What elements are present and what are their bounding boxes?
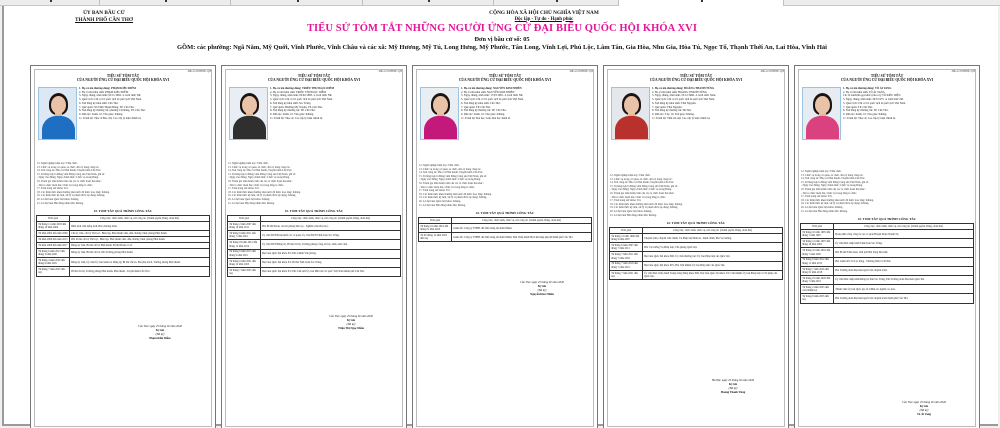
candidate-photo bbox=[802, 87, 841, 140]
tab-icon bbox=[428, 0, 430, 2]
row-job: Đại biểu Quốc hội khóa XV, Phó Chánh Văn phòng. bbox=[261, 249, 401, 258]
row-job: Đại biểu Quốc hội khóa XV, Bí thư Tỉnh đoàn Sóc Trăng. bbox=[261, 258, 401, 267]
info-line: 2. Họ và tên khai sinh: NGUYỄN KIM NHIÊN bbox=[461, 90, 515, 94]
signature-block bbox=[306, 315, 396, 331]
candidate-card bbox=[603, 65, 789, 428]
col-job: Công việc, chức danh, chức vụ, nơi công tác (Chính quyền, Đảng, đoàn thể) bbox=[452, 218, 592, 224]
detail-line: - Ngày vào Đảng; Ngày chính thức; Chức vụ trong Đảng. bbox=[37, 176, 99, 180]
row-time: Từ tháng 03 năm 2012 đến tháng 12 năm 2014 bbox=[228, 240, 261, 249]
work-history-title: 22. TÓM TẮT QUÁ TRÌNH CÔNG TÁC bbox=[857, 217, 917, 222]
col-time: Thời gian bbox=[419, 218, 452, 224]
row-time: Từ tháng 9 năm 2007 đến tháng 7 năm 2011 bbox=[610, 243, 643, 252]
row-time: Từ tháng 6 năm 2015 đến tháng 9 năm 2021 bbox=[228, 249, 261, 258]
info-line: 8. Nơi đăng ký thường trú: phường Cái Răng, TP. Cần Thơ. bbox=[79, 109, 146, 113]
detail-line: 14. Nơi công tác: Báo và Phát thanh, Truyền hình Cần Thơ. bbox=[228, 169, 293, 173]
detail-line: 14. Nơi công tác: Báo và Phát thanh, Truyền hình Cần Thơ. bbox=[37, 169, 102, 173]
table-row bbox=[610, 243, 783, 252]
row-time: Từ tháng 7 năm 2016 đến tháng 7 năm 2021 bbox=[610, 261, 643, 270]
table-row bbox=[610, 261, 783, 270]
row-time: Từ tháng 10 năm 2020 đến tháng 7 năm 2021 bbox=[801, 276, 834, 285]
signed-label: Ký tên bbox=[728, 381, 738, 386]
candidate-basic-info bbox=[461, 87, 593, 120]
detail-line: 13. Chức vụ trong cơ quan, tổ chức, đơn vị đang công tác. bbox=[228, 165, 291, 169]
detail-line: 16. Tham gia làm thành viên của các tổ chức đoàn thể khác: bbox=[801, 187, 866, 191]
document-title: TIỂU SỬ TÓM TẮT NHỮNG NGƯỜI ỨNG CỬ ĐẠI BIỂU QUỐC HỘI KHÓA XVI bbox=[306, 23, 698, 34]
card-title-line-1: TIỂU SỬ TÓM TẮT bbox=[297, 74, 331, 78]
info-line: 7. Quê quán: Phường Mỹ Xuyên, TP. Cần Thơ. bbox=[270, 105, 323, 109]
card-title bbox=[222, 74, 406, 83]
detail-line: 19. Các hình thức kỷ luật, xử lý vi phạm đã bị áp dụng: Không. bbox=[228, 194, 297, 198]
work-history-title: 22. TÓM TẮT QUÁ TRÌNH CÔNG TÁC bbox=[93, 209, 153, 214]
table-row bbox=[419, 233, 592, 242]
card-title bbox=[604, 74, 788, 83]
work-history-title: 22. TÓM TẮT QUÁ TRÌNH CÔNG TÁC bbox=[475, 211, 535, 216]
candidate-details bbox=[801, 170, 974, 213]
detail-line: 13. Chức vụ trong cơ quan, tổ chức, đơn vị đang công tác. bbox=[801, 173, 864, 177]
photo-clothing bbox=[233, 116, 266, 140]
detail-line: 15. Trường hợp là Đảng viên Đảng Cộng sản Việt Nam, ghi rõ: bbox=[610, 184, 678, 188]
row-job: Giám đốc Công ty TNHH chế biến nông sản Kim Nhiên. bbox=[452, 224, 592, 233]
detail-line: 18. Các hình thức khen thưởng nhà nước đã được trao tặng: Không. bbox=[610, 202, 683, 206]
row-time: Từ tháng 2 năm 2025 đến cuối nhiệm kỳ bbox=[801, 285, 834, 294]
electoral-area-list: GỒM: các phường: Ngã Năm, Mỹ Quới, Vĩnh Phước, Vĩnh Châu và các xã: Mỹ Hương, Mỹ Tú, Long Hưng, Mỹ Phước, Tân Long, Vĩnh Lợi, Phú Lộc, Lâm Tân, Gia Hòa, Nhu Gia, Hòa Tú, Ngọc Tố, Thạnh Thới An, Lai Hòa, Vĩnh Hải bbox=[177, 44, 827, 51]
work-history-table bbox=[800, 223, 974, 303]
row-job: Biên dịch viên tiếng Anh, Ban chương trình. bbox=[70, 222, 210, 231]
row-job: Đại biểu Quốc hội khóa XV, Phó Chủ tịch Ủy ban Mặt trận Tổ quốc Việt Nam thành phố Cần Thơ. bbox=[261, 268, 401, 277]
row-time: Từ năm 2009 đến năm 2015 bbox=[37, 237, 70, 243]
info-line: 3. Ngày, tháng, năm sinh: 02/11/1982. 4. Giới tính: Nữ. bbox=[79, 94, 141, 98]
detail-line: 13. Chức vụ trong cơ quan, tổ chức, đơn vị đang công tác. bbox=[610, 177, 673, 181]
place-date: Cần Thơ, ngày 25 tháng 02 năm 2026 bbox=[138, 324, 182, 328]
row-job: Đảng ủy viên, Bí thư chi bộ Phát thanh, Bí thư Đoàn cơ sở. bbox=[70, 243, 210, 249]
candidate-basic-info bbox=[270, 87, 402, 120]
detail-line: 16. Tham gia làm thành viên của các tổ chức đoàn thể khác: bbox=[228, 179, 293, 183]
row-time: Từ tháng 9 năm 2011 đến tháng 7 năm 2012 bbox=[228, 231, 261, 240]
info-line: 7. Quê quán: TP. Cần Thơ. bbox=[843, 105, 873, 109]
card-title-line-1: TIỂU SỬ TÓM TẮT bbox=[488, 74, 522, 78]
row-job: Phó Giám đốc Sở Lao động - Thương binh và Xã hội. bbox=[834, 257, 974, 266]
table-row bbox=[610, 234, 783, 243]
info-line: 6. Nơi đăng ký khai sinh: Thái Nguyên. bbox=[652, 101, 697, 105]
info-line: 11. Trình độ: Tiến sĩ Luật; Cao cấp lý luận chính trị. bbox=[652, 116, 711, 120]
row-job: Đoàn phân công công tác tại cơ quan Huyện Đoàn Thạnh Trị. bbox=[834, 230, 974, 239]
row-job: Chi ủy viên, chi bộ Thời sự - Biên tập, Phát thanh viên, dẫn chương trình, phòng Phát thanh. bbox=[70, 231, 210, 237]
signature-block bbox=[688, 379, 778, 395]
detail-line: 13. Chức vụ trong cơ quan, tổ chức, đơn vị đang công tác. bbox=[37, 165, 100, 169]
photo-face bbox=[433, 96, 448, 114]
row-time: Từ tháng 11 năm 2003 đến tháng 10 năm 2004 bbox=[37, 222, 70, 231]
work-history-table bbox=[227, 215, 401, 277]
detail-line: 17. Tình trạng sức khỏe: Tốt. bbox=[228, 187, 260, 191]
row-job: Ủy viên Ban chấp hành Tỉnh đoàn Sóc Trăng. bbox=[834, 239, 974, 248]
info-line: 9. Dân tộc: Kinh. 10. Tôn giáo: Không. bbox=[461, 112, 505, 116]
row-job: Phó Vụ trưởng Vụ Pháp luật, Văn phòng Quốc hội. bbox=[643, 243, 783, 252]
signer-name: Triệu Thị Ngọc Diễm bbox=[338, 325, 364, 330]
table-row bbox=[37, 267, 210, 276]
row-time: Từ 02 tháng 12 năm 2025 đến nay bbox=[419, 233, 452, 242]
row-job: Phó Trưởng đoàn Đại biểu Quốc hội chuyên trách. bbox=[834, 266, 974, 275]
info-line: 1. Họ và tên thường dùng: TRIỆU THỊ NGỌC DIỄM bbox=[270, 87, 335, 90]
table-row bbox=[419, 224, 592, 233]
info-line: 7. Quê quán: Thái Nguyên. bbox=[652, 105, 683, 109]
row-job: Giám đốc Công ty TNHH chế biến nông sản Kim Nhiên; Ban Chấp hành Hội Liên hiệp phụ nữ thành phố Cần Thơ. bbox=[452, 233, 592, 242]
detail-line: - Tên tổ chức đoàn thể; Chức vụ trong từng tổ chức. bbox=[801, 191, 857, 195]
tab-icon bbox=[50, 0, 52, 2]
info-line: 8. Nơi đăng ký thường trú: TP. Cần Thơ. bbox=[843, 109, 889, 113]
signer-name: Nguyễn Kim Nhiên bbox=[530, 291, 554, 296]
detail-line: - Tên tổ chức đoàn thể; Chức vụ trong từng tổ chức. bbox=[37, 183, 93, 187]
card-title-line-2: CỦA NGƯỜI ỨNG CỬ ĐẠI BIỂU QUỐC HỘI KHÓA XVI bbox=[458, 78, 552, 83]
info-line: 8. Nơi đăng ký thường trú: TP. Cần Thơ. bbox=[270, 109, 316, 113]
row-job: Thành viên Ủy ban Quốc gia về Chăm sóc người cao tuổi. bbox=[834, 285, 974, 294]
row-time: Từ tháng 9 năm 2021 đến tháng 12 năm 2025 bbox=[228, 258, 261, 267]
col-job: Công việc, chức danh, chức vụ, nơi công tác (Chính quyền, Đảng, đoàn thể) bbox=[643, 228, 783, 234]
photo-clothing bbox=[424, 116, 457, 140]
detail-line: - Ngày vào Đảng; Ngày chính thức; Chức vụ trong Đảng. bbox=[228, 176, 290, 180]
detail-line: 20. Là đại biểu Quốc hội khóa: Không. bbox=[228, 197, 271, 201]
detail-line: 15. Trường hợp là Đảng viên Đảng Cộng sản Việt Nam, ghi rõ: bbox=[228, 172, 296, 176]
signature-block bbox=[115, 325, 205, 341]
detail-line: 18. Các hình thức khen thưởng nhà nước đã được trao tặng: Không. bbox=[37, 190, 110, 194]
info-line: 1. Họ và tên thường dùng: HOÀNG THANH TÙNG bbox=[652, 87, 715, 90]
issuing-authority bbox=[44, 10, 164, 23]
detail-line: 19. Các hình thức kỷ luật, xử lý vi phạm đã bị áp dụng: Không. bbox=[419, 196, 488, 200]
work-history-table bbox=[609, 227, 783, 280]
row-job: Ủy viên Ban Chấp hành Trung ương Đảng khóa XIII, Đại biểu Quốc hội khóa XV, Chủ nhiệm Ủy ban Pháp luật và Tư pháp của Quốc hội. bbox=[643, 270, 783, 279]
signed-note: (Đã ký) bbox=[919, 407, 929, 412]
detail-line: 12. Nghề nghiệp hiện nay: Viên chức. bbox=[801, 170, 842, 173]
detail-line: 16. Tham gia làm thành viên của các tổ chức đoàn thể khác: bbox=[610, 191, 675, 195]
row-time: Từ tháng 01 năm 2019 đến tháng 01 năm 2025 bbox=[419, 224, 452, 233]
table-row bbox=[610, 270, 783, 279]
signature-block bbox=[497, 281, 587, 297]
row-job: Phó Trưởng đoàn Đại biểu Quốc hội chuyên trách thành phố Cần Thơ. bbox=[834, 294, 974, 303]
tab-icon bbox=[165, 0, 167, 2]
row-job: Phó Bí thư Đoàn, cán bộ phòng Đào tạo - Nghiên cứu khoa học. bbox=[261, 222, 401, 231]
info-line: 9. Dân tộc: Kinh. 10. Tôn giáo: Không. bbox=[843, 112, 887, 116]
detail-line: 14. Nơi công tác: Báo và Phát thanh, Truyền hình Cần Thơ. bbox=[801, 177, 866, 181]
info-line: 9. Dân tộc: Kinh. 10. Tôn giáo: Không. bbox=[79, 112, 123, 116]
info-line: 7. Quê quán: Xã Vĩnh Thuận Đông, TP. Cần Thơ. bbox=[79, 105, 135, 109]
place-date: Cần Thơ, ngày 25 tháng 02 năm 2026 bbox=[329, 314, 373, 318]
col-time: Thời gian bbox=[228, 216, 261, 222]
card-title bbox=[795, 74, 979, 83]
card-title-line-2: CỦA NGƯỜI ỨNG CỬ ĐẠI BIỂU QUỐC HỘI KHÓA XVI bbox=[76, 78, 170, 83]
electoral-unit: Đơn vị bầu cử số: 05 bbox=[474, 36, 530, 43]
table-row bbox=[801, 276, 974, 285]
info-line: 2. Họ và tên khai sinh: PHẠM KIỀU DIỄM bbox=[79, 90, 129, 94]
card-title-line-1: TIỂU SỬ TÓM TẮT bbox=[870, 74, 904, 78]
row-job: Đảng ủy viên, Bí thư chi bộ, Phó Trưởng phòng Phát thanh. bbox=[70, 248, 210, 257]
col-job: Công việc, chức danh, chức vụ, nơi công tác (Chính quyền, Đảng, đoàn thể) bbox=[70, 216, 210, 222]
row-job: Ủy viên BCH Đoàn khối các cơ quan, Ủy viên BCH Tỉnh đoàn Sóc Trăng. bbox=[261, 231, 401, 240]
table-row bbox=[801, 239, 974, 248]
row-time: Từ năm 2009 đến năm 2017 bbox=[37, 243, 70, 249]
detail-line: 17. Tình trạng sức khỏe: Tốt. bbox=[37, 187, 69, 191]
table-row bbox=[37, 222, 210, 231]
info-line: 11. Trình độ: Thạc sĩ Báo chí; Cao cấp lý luận chính trị. bbox=[79, 116, 142, 120]
info-line: 6. Nơi đăng ký khai sinh: Cần Thơ. bbox=[461, 101, 501, 105]
detail-line: 21. Là đại biểu Hội đồng nhân dân: Không. bbox=[228, 201, 275, 205]
detail-line: 20. Là đại biểu Quốc hội khóa: Không. bbox=[610, 209, 653, 213]
signed-label: Ký tên bbox=[346, 317, 356, 322]
candidate-basic-info bbox=[843, 87, 975, 120]
photo-face bbox=[624, 96, 639, 114]
tab-icon bbox=[701, 0, 703, 2]
detail-line: 12. Nghề nghiệp hiện nay: Viên chức. bbox=[228, 162, 269, 165]
detail-line: 14. Nơi công tác: Báo và Phát thanh, Truyền hình Cần Thơ. bbox=[610, 181, 675, 185]
photo-face bbox=[51, 96, 66, 114]
detail-line: 17. Tình trạng sức khỏe: Tốt. bbox=[801, 195, 833, 199]
table-row bbox=[801, 285, 974, 294]
col-job: Công việc, chức danh, chức vụ, nơi công tác (Chính quyền, Đảng, đoàn thể) bbox=[261, 216, 401, 222]
info-line: 5. Quốc tịch: Chỉ có 01 quốc tịch là quốc tịch Việt Nam bbox=[843, 101, 906, 105]
place-date: Cần Thơ, ngày 25 tháng 02 năm 2026 bbox=[902, 400, 946, 404]
card-title-line-2: CỦA NGƯỜI ỨNG CỬ ĐẠI BIỂU QUỐC HỘI KHÓA XVI bbox=[267, 78, 361, 83]
detail-line: 17. Tình trạng sức khỏe: Tốt. bbox=[610, 199, 642, 203]
info-line: 7. Quê quán: TP. Cần Thơ. bbox=[461, 105, 491, 109]
col-job: Công việc, chức danh, chức vụ, nơi công tác (Chính quyền, Đảng, đoàn thể) bbox=[834, 224, 974, 230]
row-job: Đại biểu Quốc hội khóa XIV, Phó Chủ nhiệm Ủy ban Pháp luật của Quốc hội. bbox=[643, 261, 783, 270]
signer-name: Phạm Kiều Diễm bbox=[149, 335, 171, 340]
row-time: Từ tháng 10 năm 2002 đến tháng 7 năm 2005 bbox=[801, 248, 834, 257]
form-number: Mẫu số 03/HĐBC-QH bbox=[760, 70, 784, 73]
table-row bbox=[801, 248, 974, 257]
photo-face bbox=[815, 96, 830, 114]
candidate-basic-info bbox=[652, 87, 784, 120]
row-job: Chuyên viên, chuyên viên chính, Vụ Pháp luật hình sự - hành chính, Phó Vụ trưởng. bbox=[643, 234, 783, 243]
tab-icon bbox=[297, 0, 299, 2]
table-row bbox=[37, 258, 210, 267]
info-line: 1. Họ và tên thường dùng: PHẠM KIỀU DIỄM bbox=[79, 87, 136, 90]
detail-line: 15. Trường hợp là Đảng viên Đảng Cộng sản Việt Nam, ghi rõ: bbox=[37, 172, 105, 176]
signer-name: Hoàng Thanh Tùng bbox=[720, 389, 746, 394]
signed-note: (Đã ký) bbox=[155, 331, 165, 336]
photo-clothing bbox=[806, 116, 839, 140]
info-line: 3. Ngày, tháng, năm sinh: 29/3/1975. 4. Giới tính: Nữ. bbox=[843, 98, 904, 102]
card-title bbox=[413, 74, 597, 83]
form-number: Mẫu số 03/HĐBC-QH bbox=[951, 70, 975, 73]
country-name: CỘNG HÒA XÃ HỘI CHỦ NGHĨA VIỆT NAM bbox=[489, 10, 599, 16]
national-motto bbox=[434, 10, 654, 23]
detail-line: - Ngày vào Đảng; Ngày chính thức; Chức vụ trong Đảng. bbox=[419, 178, 481, 182]
info-line: 11. Trình độ: Thạc sĩ; Cao cấp lý luận chính trị. bbox=[843, 116, 896, 120]
detail-line: 19. Các hình thức kỷ luật, xử lý vi phạm đã bị áp dụng: Không. bbox=[610, 206, 679, 210]
detail-line: 12. Nghề nghiệp hiện nay: Viên chức. bbox=[419, 164, 460, 167]
detail-line: 20. Là đại biểu Quốc hội khóa: Không. bbox=[37, 197, 80, 201]
info-line: 6. Nơi đăng ký khai sinh: Sóc Trăng. bbox=[270, 101, 312, 105]
signer-name: Tô Ái Vang bbox=[917, 411, 931, 416]
detail-line: 18. Các hình thức khen thưởng nhà nước đã được trao tặng: Không. bbox=[801, 198, 874, 202]
detail-line: 13. Chức vụ trong cơ quan, tổ chức, đơn vị đang công tác. bbox=[419, 167, 482, 171]
detail-line: 21. Là đại biểu Hội đồng nhân dân: Không. bbox=[610, 213, 657, 217]
detail-line: - Ngày vào Đảng; Ngày chính thức; Chức vụ trong Đảng. bbox=[610, 188, 672, 192]
work-history-title: 22. TÓM TẮT QUÁ TRÌNH CÔNG TÁC bbox=[284, 209, 344, 214]
table-row bbox=[228, 249, 401, 258]
info-line: 9. Dân tộc: Tày. 10. Tôn giáo: Không. bbox=[652, 112, 695, 116]
card-title-line-1: TIỂU SỬ TÓM TẮT bbox=[679, 74, 713, 78]
motto: Độc lập - Tự do - Hạnh phúc bbox=[514, 16, 574, 22]
candidate-details bbox=[419, 164, 592, 207]
row-time: Từ tháng 10 năm 1995 đến tháng 7 năm 1997 bbox=[801, 230, 834, 239]
candidate-photo bbox=[38, 87, 77, 140]
row-time: Từ tháng 8 năm 2012 đến tháng 11 năm 2015 bbox=[801, 257, 834, 266]
table-row bbox=[228, 222, 401, 231]
detail-line: - Tên tổ chức đoàn thể; Chức vụ trong từng tổ chức. bbox=[228, 183, 284, 187]
card-title bbox=[31, 74, 215, 83]
detail-line: - Tên tổ chức đoàn thể; Chức vụ trong từng tổ chức. bbox=[610, 195, 666, 199]
row-time: Từ tháng 6 năm 2013 đến tháng 3 năm 2020 bbox=[37, 248, 70, 257]
info-line: 3. Ngày, tháng, năm sinh: 02/02/1983. 4. Giới tính: Nữ. bbox=[270, 94, 333, 98]
info-line: 3. Ngày, tháng, năm sinh: 25/12/1966. 4. Giới tính: Nam. bbox=[652, 94, 716, 98]
authority-line-2: THÀNH PHỐ CẦN THƠ bbox=[74, 16, 134, 23]
row-time: Từ tháng 7 năm 2021 đến nay bbox=[610, 270, 643, 279]
signed-label: Ký tên bbox=[919, 403, 929, 408]
row-time: Từ tháng 2 năm 2007 đến tháng 10 năm 2011 bbox=[228, 222, 261, 231]
info-line: 2. Họ và tên khai sinh: HOÀNG THANH TÙNG bbox=[652, 90, 707, 94]
candidate-details bbox=[610, 174, 783, 217]
place-date: Cần Thơ, ngày 25 tháng 02 năm 2026 bbox=[520, 280, 564, 284]
table-row bbox=[801, 257, 974, 266]
signed-label: Ký tên bbox=[155, 327, 165, 332]
info-line: 5. Quốc tịch: Chỉ có 01 quốc tịch là quốc tịch Việt Nam bbox=[79, 98, 142, 102]
detail-line: 18. Các hình thức khen thưởng nhà nước đã được trao tặng: Không. bbox=[228, 190, 301, 194]
info-line: Các bí danh/tên gọi khác (nếu có): TÔ KIỀU DIỆU bbox=[843, 94, 901, 98]
candidate-card bbox=[221, 65, 407, 428]
row-job: Ủy viên Ban chấp hành Đảng bộ tỉnh Sóc Trăng, Phó Trưởng đoàn Đại biểu Quốc hội. bbox=[834, 276, 974, 285]
card-title-line-2: CỦA NGƯỜI ỨNG CỬ ĐẠI BIỂU QUỐC HỘI KHÓA XVI bbox=[840, 78, 934, 83]
candidate-card bbox=[412, 65, 598, 428]
row-time: Từ tháng 7 năm 2025 đến nay bbox=[228, 268, 261, 277]
detail-line: 21. Là đại biểu Hội đồng nhân dân: Không. bbox=[801, 209, 848, 213]
detail-line: 16. Tham gia làm thành viên của các tổ chức đoàn thể khác: bbox=[419, 181, 484, 185]
detail-line: 17. Tình trạng sức khỏe: Tốt. bbox=[419, 189, 451, 193]
info-line: 2. Họ và tên khai sinh: TÔ ÁI VANG bbox=[843, 90, 885, 94]
detail-line: 12. Nghề nghiệp hiện nay: Viên chức. bbox=[37, 162, 78, 165]
info-line: 11. Trình độ: Thạc sĩ; Cao cấp lý luận chính trị. bbox=[270, 116, 323, 120]
detail-line: 12. Nghề nghiệp hiện nay: Viên chức. bbox=[610, 174, 651, 177]
row-job: Đảng ủy viên, Ủy viên Ủy ban kiểm tra Đảng ủy, Bí thư chi bộ, Phó phụ trách, Trưởng phòng Phát thanh. bbox=[70, 258, 210, 267]
tab-icon bbox=[556, 0, 558, 2]
row-job: Bí thư chi bộ, Trưởng phòng Phát thanh, Phát thanh - Truyền hình Cần Thơ. bbox=[70, 267, 210, 276]
table-row bbox=[37, 248, 210, 257]
signed-note: (Đã ký) bbox=[346, 321, 356, 326]
signature-block bbox=[879, 401, 969, 417]
candidate-photo bbox=[229, 87, 268, 140]
table-row bbox=[228, 240, 401, 249]
table-row bbox=[228, 268, 401, 277]
col-time: Thời gian bbox=[610, 228, 643, 234]
work-history-table bbox=[36, 215, 210, 276]
row-job: Ủy viên BCH Đảng bộ, Bí thư chi bộ, Trưởng phòng Công tác học sinh, sinh viên. bbox=[261, 240, 401, 249]
signed-label: Ký tên bbox=[537, 283, 547, 288]
table-row bbox=[228, 258, 401, 267]
detail-line: 20. Là đại biểu Quốc hội khóa: Không. bbox=[801, 205, 844, 209]
row-job: Phó Bí thư Tỉnh đoàn, Chủ tịch Hội đồng Đội tỉnh. bbox=[834, 248, 974, 257]
form-number: Mẫu số 03/HĐBC-QH bbox=[569, 70, 593, 73]
table-row bbox=[610, 252, 783, 261]
authority-line-1: ỦY BAN BẦU CỬ bbox=[83, 10, 125, 16]
row-time: Từ tháng 7 năm 2025 đến nay bbox=[37, 267, 70, 276]
work-history-title: 22. TÓM TẮT QUÁ TRÌNH CÔNG TÁC bbox=[666, 221, 726, 226]
form-number: Mẫu số 03/HĐBC-QH bbox=[187, 70, 211, 73]
col-time: Thời gian bbox=[801, 224, 834, 230]
info-line: 3. Ngày, tháng, năm sinh: 17/03/1981. 4. Giới tính: Nữ. bbox=[461, 94, 524, 98]
detail-line: 20. Là đại biểu Quốc hội khóa: Không. bbox=[419, 199, 462, 203]
col-time: Thời gian bbox=[37, 216, 70, 222]
candidate-photo bbox=[611, 87, 650, 140]
row-time: Từ tháng 7 năm 2016 đến tháng 01 năm 2018 bbox=[801, 266, 834, 275]
detail-line: 18. Các hình thức khen thưởng nhà nước đã được trao tặng: Không. bbox=[419, 192, 492, 196]
table-row bbox=[801, 294, 974, 303]
detail-line: 16. Tham gia làm thành viên của các tổ chức đoàn thể khác: bbox=[37, 179, 102, 183]
row-time: Từ tháng 4 năm 2020 đến tháng 6 năm 2025 bbox=[37, 258, 70, 267]
detail-line: 19. Các hình thức kỷ luật, xử lý vi phạm đã bị áp dụng: Không. bbox=[37, 194, 106, 198]
row-job: Phó bí thư chi bộ Thời sự - Biên tập, Phát thanh viên, dẫn chương trình, phòng Phát thanh. bbox=[70, 237, 210, 243]
table-row bbox=[228, 231, 401, 240]
photo-clothing bbox=[42, 116, 75, 140]
signed-note: (Đã ký) bbox=[728, 385, 738, 390]
row-time: Từ năm 2004 đến năm 2009 bbox=[37, 231, 70, 237]
row-time: Từ tháng 6 năm 2025 đến nay bbox=[801, 294, 834, 303]
info-line: 8. Nơi đăng ký thường trú: Hà Nội. bbox=[652, 109, 692, 113]
table-row bbox=[801, 266, 974, 275]
document-page bbox=[2, 6, 998, 426]
row-time: Từ tháng 12 năm 1997 đến tháng 10 năm 2002 bbox=[801, 239, 834, 248]
table-row bbox=[801, 230, 974, 239]
detail-line: - Tên tổ chức đoàn thể; Chức vụ trong từng tổ chức. bbox=[419, 185, 475, 189]
info-line: 6. Nơi đăng ký khai sinh: Cần Thơ. bbox=[79, 101, 119, 105]
info-line: 5. Quốc tịch: Chỉ có 01 quốc tịch là quốc tịch Việt Nam bbox=[270, 98, 333, 102]
card-title-line-1: TIỂU SỬ TÓM TẮT bbox=[106, 74, 140, 78]
row-job: Đại biểu Quốc hội khóa XIII, Ủy viên thường trực Ủy ban Pháp luật của Quốc hội. bbox=[643, 252, 783, 261]
form-number: Mẫu số 03/HĐBC-QH bbox=[378, 70, 402, 73]
card-title-line-2: CỦA NGƯỜI ỨNG CỬ ĐẠI BIỂU QUỐC HỘI KHÓA XVI bbox=[649, 78, 743, 83]
detail-line: 21. Là đại biểu Hội đồng nhân dân: Không. bbox=[37, 201, 84, 205]
photo-face bbox=[242, 96, 257, 114]
info-line: 5. Quốc tịch: Chỉ có 01 quốc tịch là quốc tịch Việt Nam bbox=[461, 98, 524, 102]
info-line: 5. Quốc tịch: Chỉ có 01 quốc tịch là quốc tịch Việt Nam bbox=[652, 98, 715, 102]
row-time: Từ tháng 7 năm 2011 đến tháng 7 năm 2016 bbox=[610, 252, 643, 261]
place-date: Hà Nội, ngày 25 tháng 02 năm 2026 bbox=[711, 378, 755, 382]
info-line: 1. Họ và tên thường dùng: TÔ ÁI VANG bbox=[843, 87, 892, 90]
candidate-photo bbox=[420, 87, 459, 140]
signed-note: (Đã ký) bbox=[537, 287, 547, 292]
row-time: Từ tháng 12 năm 1990 đến tháng 9 năm 2007 bbox=[610, 234, 643, 243]
candidate-card bbox=[30, 65, 216, 428]
work-history-table bbox=[418, 217, 592, 242]
candidate-basic-info bbox=[79, 87, 211, 120]
info-line: 2. Họ và tên khai sinh: TRIỆU THỊ NGỌC DIỄM bbox=[270, 90, 326, 94]
photo-clothing bbox=[615, 116, 648, 140]
detail-line: 19. Các hình thức kỷ luật, xử lý vi phạm đã bị áp dụng: Không. bbox=[801, 202, 870, 206]
info-line: 9. Dân tộc: Kinh. 10. Tôn giáo: Không. bbox=[270, 112, 314, 116]
detail-line: 14. Nơi công tác: Báo và Phát thanh, Truyền hình Cần Thơ. bbox=[419, 171, 484, 175]
candidate-card bbox=[794, 65, 980, 428]
detail-line: - Ngày vào Đảng; Ngày chính thức; Chức vụ trong Đảng. bbox=[801, 184, 863, 188]
candidate-details bbox=[37, 162, 210, 205]
detail-line: 15. Trường hợp là Đảng viên Đảng Cộng sản Việt Nam, ghi rõ: bbox=[419, 174, 487, 178]
candidate-details bbox=[228, 162, 401, 205]
info-line: 1. Họ và tên thường dùng: NGUYỄN KIM NHIÊN bbox=[461, 87, 522, 90]
info-line: 8. Nơi đăng ký thường trú: TP. Cần Thơ. bbox=[461, 109, 507, 113]
detail-line: 15. Trường hợp là Đảng viên Đảng Cộng sản Việt Nam, ghi rõ: bbox=[801, 180, 869, 184]
info-line: 11. Trình độ: Đại học Luật, Đại học Kinh tế. bbox=[461, 116, 511, 120]
detail-line: 21. Là đại biểu Hội đồng nhân dân: Không. bbox=[419, 203, 466, 207]
